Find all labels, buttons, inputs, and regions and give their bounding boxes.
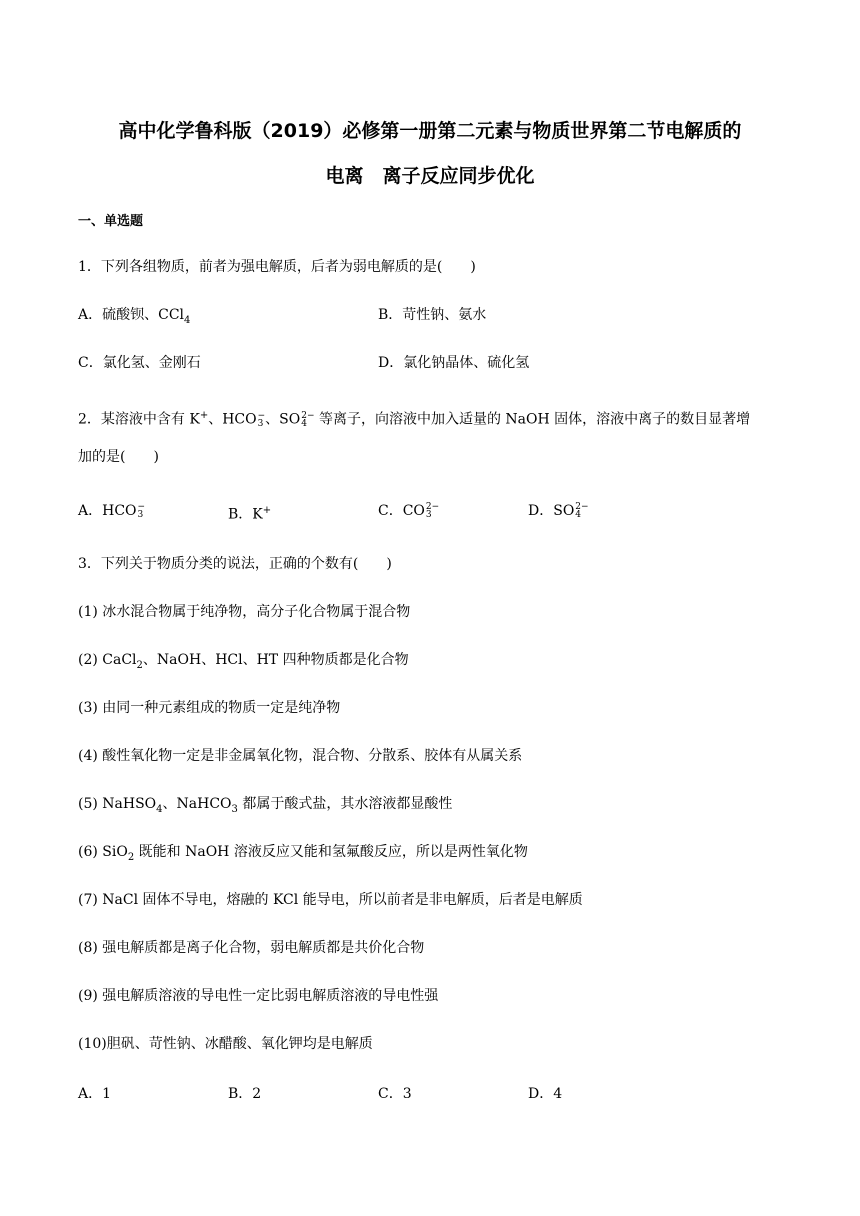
q1-option-b: B．苛性钠、氨水: [378, 307, 487, 323]
q2-option-c: C．CO 2− 3: [378, 502, 440, 520]
q2-option-d: D．SO 2− 4: [528, 502, 589, 520]
q3-stem: 3．下列关于物质分类的说法，正确的个数有( ): [78, 556, 392, 572]
q3-option-d: D．4: [528, 1086, 563, 1102]
q1-option-c: C．氯化氢、金刚石: [78, 355, 201, 371]
q2-option-a: A．HCO − 3: [78, 502, 146, 520]
q3-option-b: B．2: [228, 1086, 262, 1102]
q1-stem: 1．下列各组物质，前者为强电解质，后者为弱电解质的是( ): [78, 259, 476, 275]
q3-statement-10: (10)胆矾、苛性钠、冰醋酸、氧化钾均是电解质: [78, 1036, 373, 1052]
q3-statement-9: (9) 强电解质溶液的导电性一定比弱电解质溶液的导电性强: [78, 988, 439, 1004]
section-heading: 一、单选题: [78, 214, 144, 229]
q3-option-c: C．3: [378, 1086, 412, 1102]
q2-option-b: B．K+: [228, 505, 272, 523]
q2-stem-line-1: 2．某溶液中含有 K+、HCO − 3 、SO 2− 4 等离子，向溶液中加入适量的 NaOH 固体，溶液中离子的数目显著增: [78, 410, 751, 429]
doc-title-line-1: 高中化学鲁科版（2019）必修第一册第二元素与物质世界第二节电解质的: [118, 120, 742, 142]
q3-statement-5: (5) NaHSO$_4$、NaHCO$_3$ 都属于酸式盐，其水溶液都显酸性: [78, 796, 453, 815]
q3-statement-8: (8) 强电解质都是离子化合物，弱电解质都是共价化合物: [78, 940, 425, 956]
q3-statement-4: (4) 酸性氧化物一定是非金属氧化物，混合物、分散系、胶体有从属关系: [78, 748, 523, 764]
q1-option-a: A．硫酸钡、CCl$_4$: [78, 307, 191, 326]
so4-charge: 2− 4: [301, 410, 315, 429]
q3-statement-7: (7) NaCl 固体不导电，熔融的 KCl 能导电，所以前者是非电解质，后者是电解质: [78, 892, 583, 908]
q3-statement-1: (1) 冰水混合物属于纯净物，高分子化合物属于混合物: [78, 604, 411, 620]
q3-statement-3: (3) 由同一种元素组成的物质一定是纯净物: [78, 700, 341, 716]
q1-option-d: D．氯化钠晶体、硫化氢: [378, 355, 530, 371]
q3-option-a: A．1: [78, 1086, 112, 1102]
q3-statement-6: (6) SiO$_2$ 既能和 NaOH 溶液反应又能和氢氟酸反应，所以是两性氧化物: [78, 844, 528, 863]
hco3-charge: − 3: [257, 410, 266, 429]
q2-stem-line-2: 加的是( ): [78, 449, 159, 465]
doc-title-line-2: 电离 离子反应同步优化: [325, 165, 535, 187]
q3-statement-2: (2) CaCl$_2$、NaOH、HCl、HT 四种物质都是化合物: [78, 652, 409, 671]
